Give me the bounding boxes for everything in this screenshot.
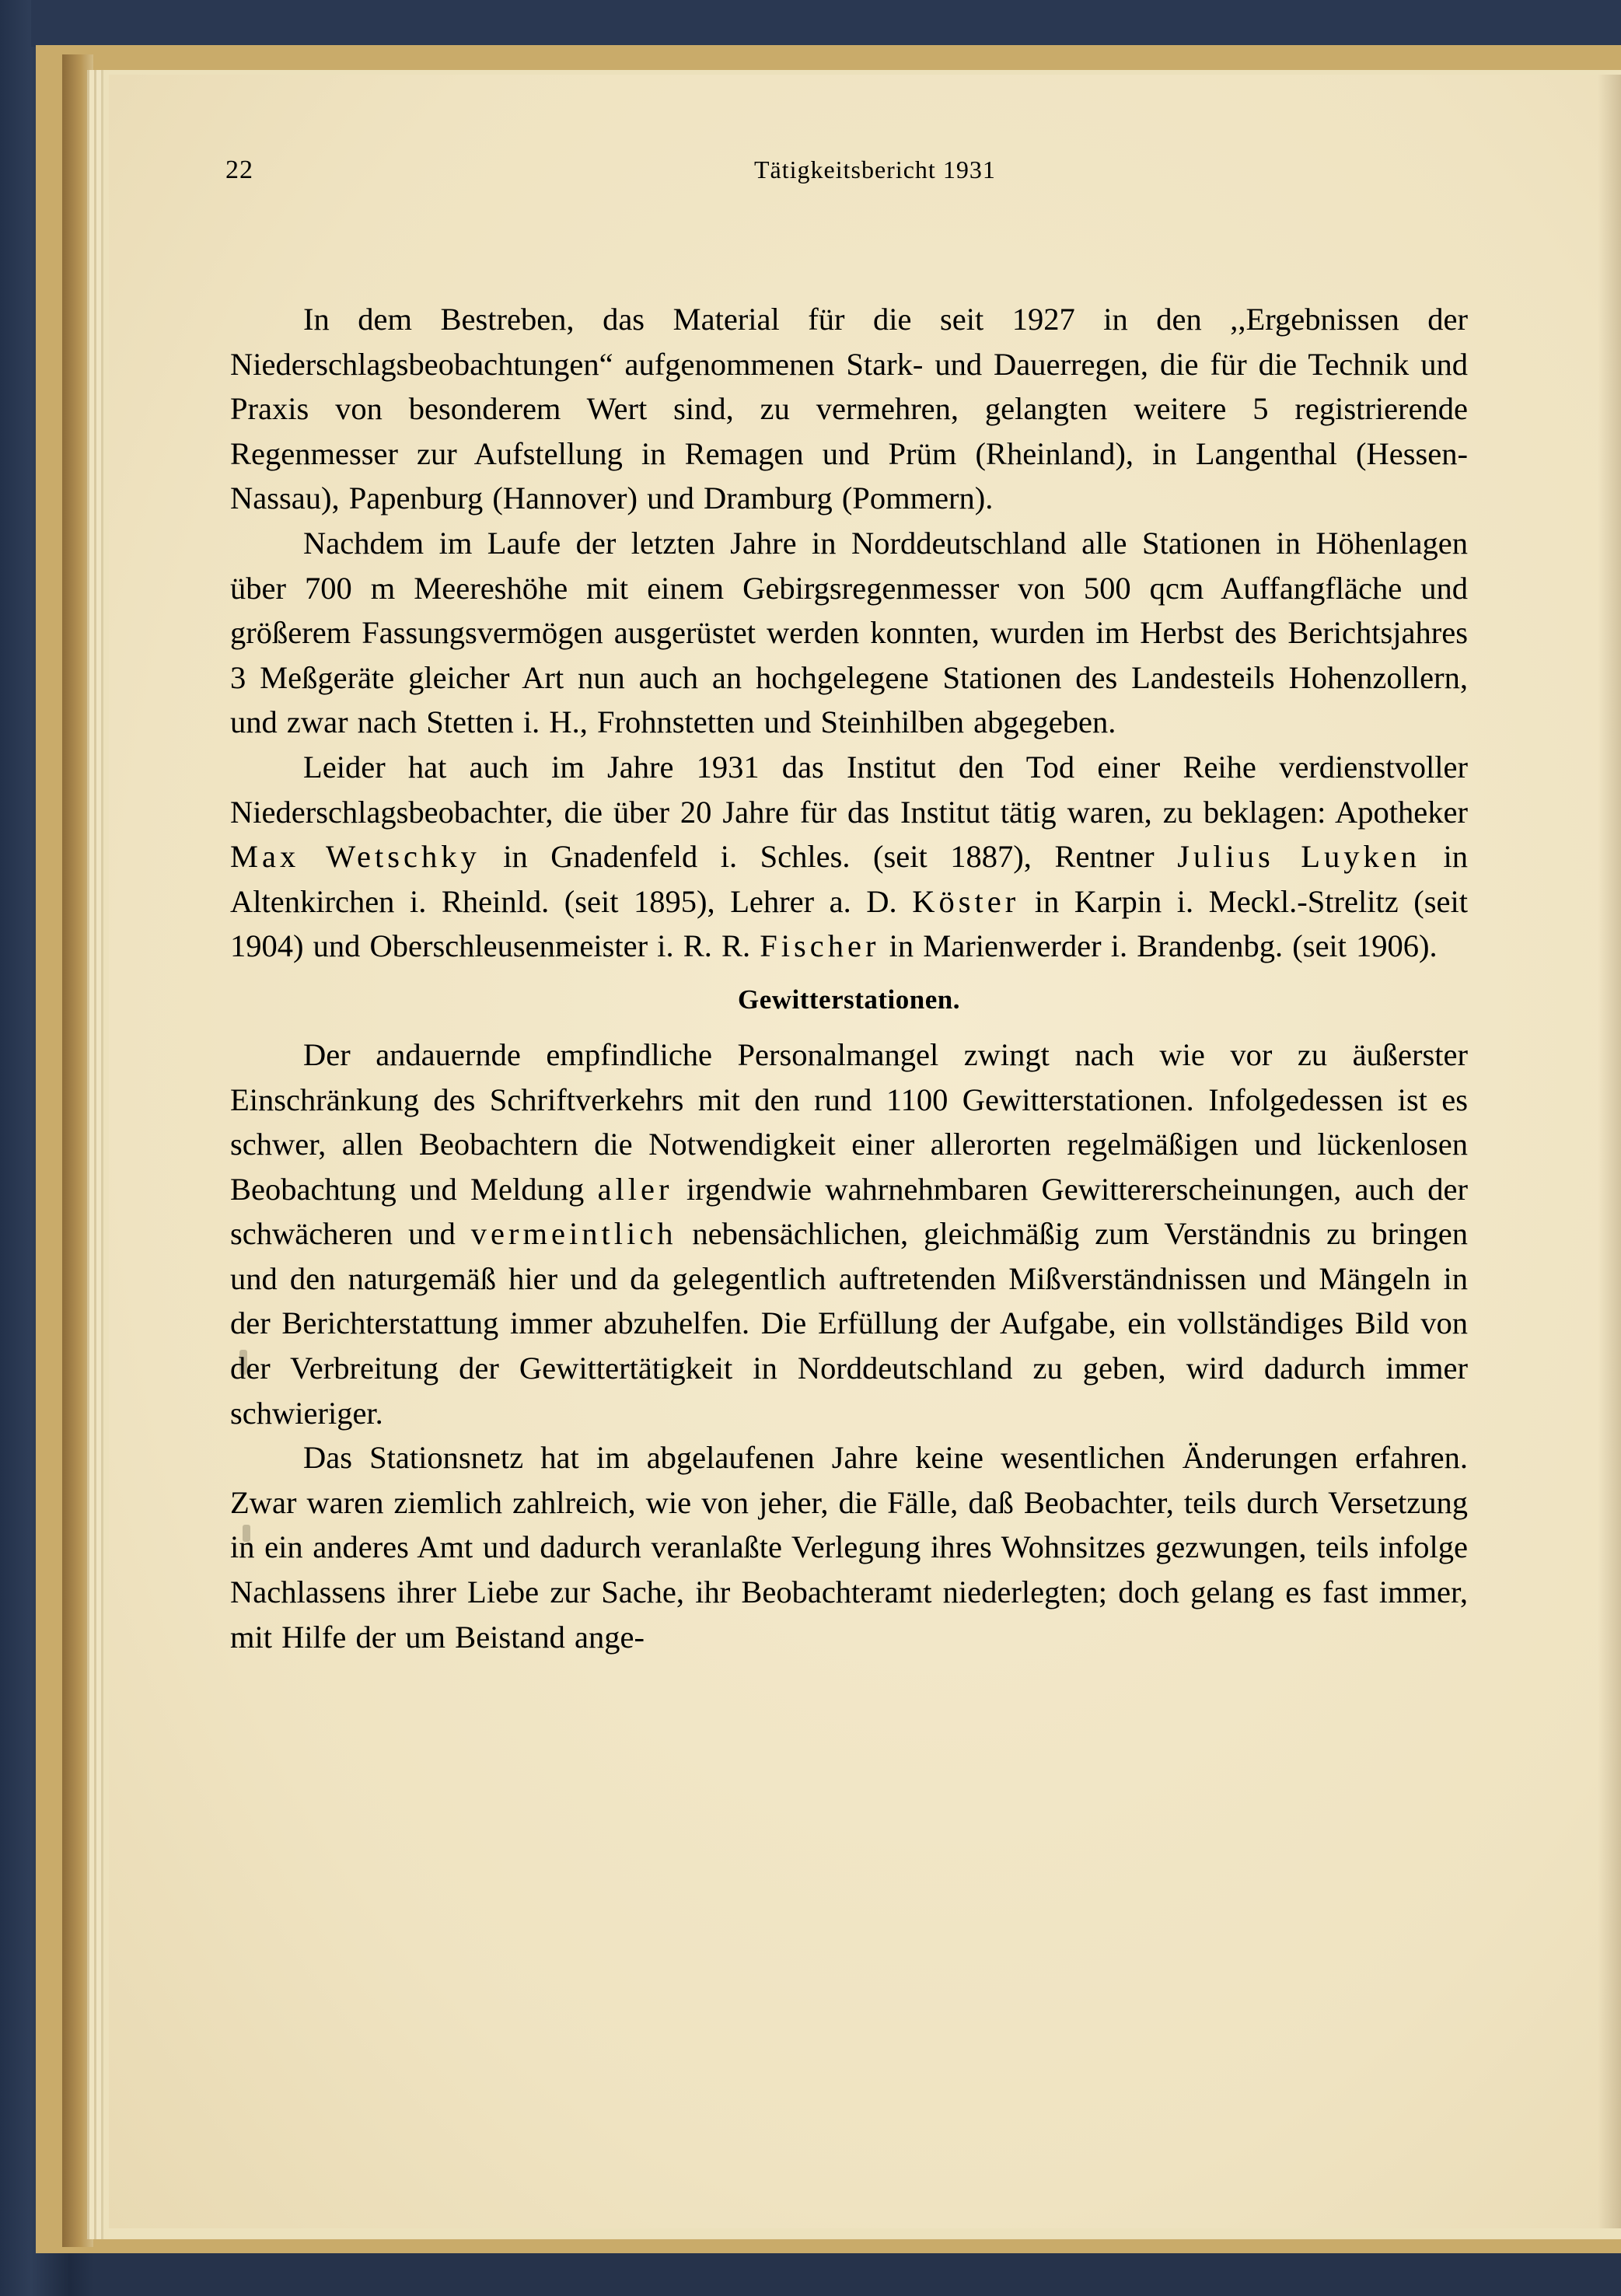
paragraph-station-network: Das Stationsnetz hat im abgelaufenen Jahre keine wesentlichen Änderungen erfahren. Zwar waren ziemlich zahlreich, wie von jeher, die Fälle, daß Beobachter, teils durch Versetzung in ein anderes Amt und dadurch veranlaßte Verlegung ihres Wohnsitzes gezwungen, teils infolge Nachlassens ihrer Liebe zur Sache, ihr Beobachteramt niederlegten; doch gelang es fast immer, mit Hilfe der um Beistand ange- [230,1440,1468,1655]
paragraph-mountain-gauges: Nachdem im Laufe der letzten Jahre in Norddeutschland alle Stationen in Höhenlagen über 700 m Meereshöhe mit einem Gebirgsregenmesser von 500 qcm Auffangfläche und größerem Fassungsvermögen ausgerüstet werden konnten, wurden im Herbst des Berichtsjahres 3 Meßgeräte gleicher Art nun auch an hochgelegene Stationen des Landesteils Hohenzollern, und zwar nach Stetten i. H., Frohnstetten und Steinhilben abgegeben. [230,525,1468,740]
text-run: in Gnadenfeld i. Schles. (seit 1887), Rentner [480,839,1178,875]
body-text [230,297,1468,1659]
observer-name: Fischer [760,928,880,964]
observer-name: Julius Luyken [1177,839,1420,875]
paragraph-obituaries [230,745,1468,969]
text-run: in Marienwerder i. Brandenbg. (seit 1906). [879,928,1438,964]
book-cover-edge [31,0,1621,47]
text-run: Leider hat auch im Jahre 1931 das Institut den Tod einer Reihe verdienstvoller Niederschlagsbeobachter, die über 20 Jahre für das Institut tätig waren, zu beklagen: Apotheker [230,749,1468,830]
emphasized-word: vermeintlich [470,1216,677,1252]
text-run: in Karpin i. Meckl.-Strelitz (seit 1904) und Oberschleusenmeister i. R. R. [230,883,1468,964]
running-head-title: Tätigkeitsbericht 1931 [754,156,996,183]
observer-name: Max Wetschky [230,839,480,875]
text-run: Der andauernde empfindliche Personalmangel zwingt nach wie vor zu äußerster Einschränkung des Schriftverkehrs mit den rund 1100 Gewitterstationen. Infolgedessen ist es schwer, allen Beobachtern die Notwendigkeit einer allerorten regelmäßigen und lückenlosen Beobachtung und Meldung [230,1036,1468,1207]
text-run: irgendwie wahrnehmbaren Gewittererscheinungen, auch der schwächeren und [230,1171,1468,1252]
observer-name: Köster [912,883,1020,919]
text-run: in Altenkirchen i. Rheinld. (seit 1895), Lehrer a. D. [230,839,1469,919]
page-number: 22 [225,156,253,184]
section-heading: Gewitterstationen. [737,984,960,1015]
emphasized-word: aller [597,1171,673,1207]
paragraph-storm-rain-gauges: In dem Bestreben, das Material für die seit 1927 in den ,,Ergebnissen der Niederschlagsbeobachtungen“ aufgenommenen Stark- und Dauerregen, die für die Technik und Praxis von besonderem Wert sind, zu vermehren, gelangten weitere 5 registrierende Regenmesser zur Aufstellung in Remagen und Prüm (Rheinland), in Langenthal (Hessen-Nassau), Papenburg (Hannover) und Dramburg (Pommern). [230,302,1468,516]
page-curl-shadow [1598,75,1621,2228]
running-head [225,156,1469,202]
paragraph-thunderstorm-stations [230,1033,1468,1435]
text-run: nebensächlichen, gleichmäßig zum Verständnis zu bringen und den naturgemäß hier und da gelegentlich auftretenden Mißverständnissen und Mängeln in der Berichterstattung immer abzuhelfen. Die Erfüllung der Aufgabe, ein vollständiges Bild von der Verbreitung der Gewittertätigkeit in Norddeutschland zu geben, wird dadurch immer schwieriger. [230,1216,1469,1431]
